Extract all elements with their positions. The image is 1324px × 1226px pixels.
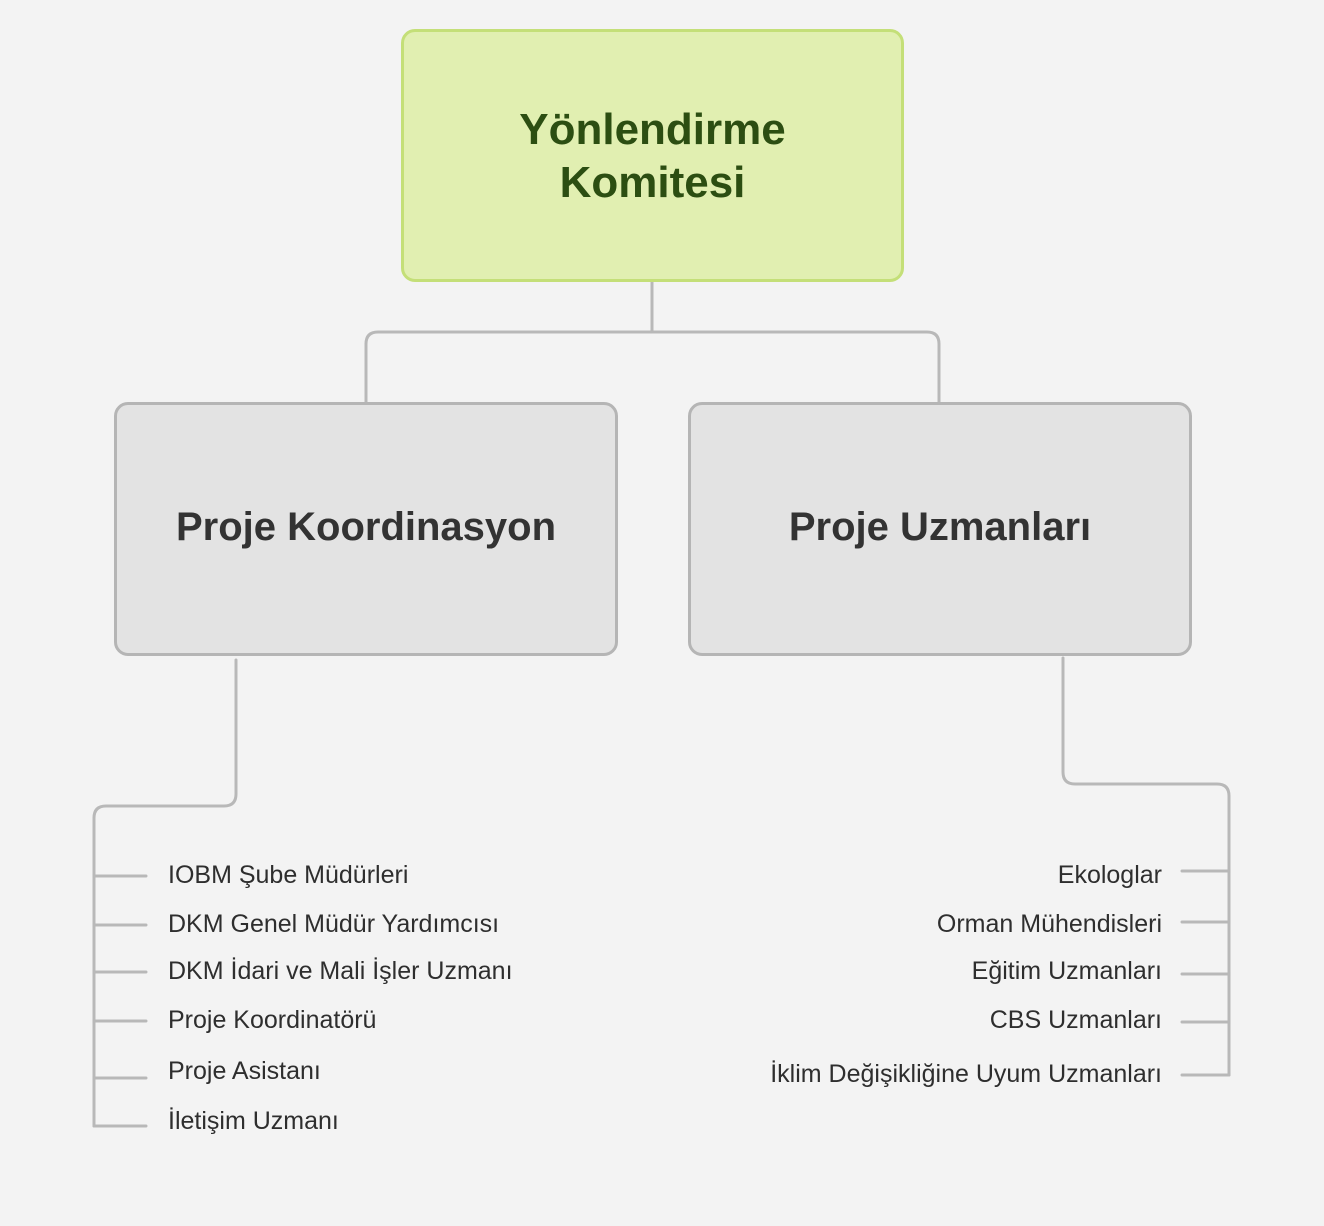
branch-node-project-experts [688, 402, 1192, 656]
leaf-item: İletişim Uzmanı [168, 1107, 339, 1135]
leaf-item: DKM Genel Müdür Yardımcısı [168, 910, 500, 938]
connector-root-to-right [652, 332, 939, 402]
leaf-item: DKM İdari ve Mali İşler Uzmanı [168, 957, 513, 985]
branch-node-project-coordination [114, 402, 618, 656]
leaf-item: Ekologlar [1057, 861, 1162, 889]
leaf-item: Proje Asistanı [168, 1057, 321, 1085]
leaf-item: CBS Uzmanları [989, 1006, 1162, 1034]
branch-node-label: Proje Uzmanları [788, 504, 1092, 549]
branch-node-label: Proje Koordinasyon [175, 504, 557, 549]
leaf-item: İklim Değişikliğine Uyum Uzmanları [770, 1060, 1162, 1088]
leaf-item: Proje Koordinatörü [168, 1006, 377, 1034]
leaf-item: IOBM Şube Müdürleri [168, 861, 409, 889]
leaf-item: Orman Mühendisleri [936, 910, 1162, 938]
root-node-steering-committee [401, 29, 904, 282]
connector-root-to-left [366, 332, 652, 402]
root-node-label: Yönlendirme Komitesi [519, 104, 786, 207]
leaf-item: Eğitim Uzmanları [971, 957, 1162, 985]
